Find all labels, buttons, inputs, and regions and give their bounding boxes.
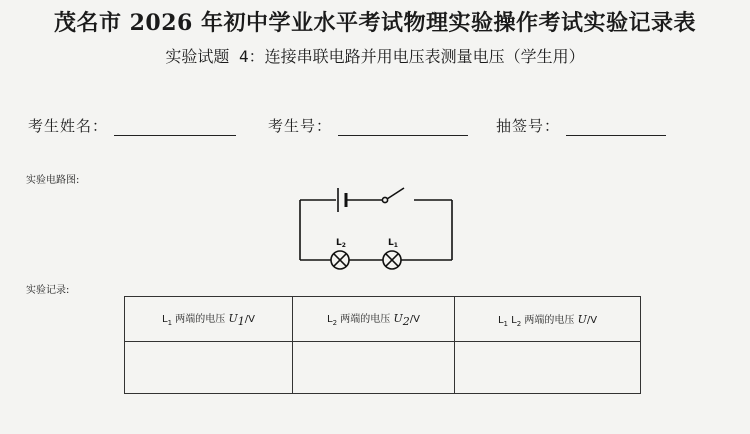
header-l2-voltage: $L_2$ 两端的电压 U2/V xyxy=(293,297,455,342)
l1-voltage-cell[interactable] xyxy=(125,342,293,394)
circuit-section-label: 实验电路图: xyxy=(26,175,80,186)
header-l1-voltage: $L_1$ 两端的电压 U1/V xyxy=(125,297,293,342)
student-number-field xyxy=(268,115,468,136)
lamp-l1 xyxy=(383,251,401,269)
record-table xyxy=(124,296,641,394)
student-name-label: 考生姓名： xyxy=(28,117,109,135)
circuit-diagram xyxy=(290,178,462,274)
table-header-row xyxy=(125,297,641,342)
student-number-blank[interactable] xyxy=(338,117,468,136)
draw-number-field xyxy=(496,115,666,136)
page-title: 茂名市 2026 年初中学业水平考试物理实验操作考试实验记录表 xyxy=(53,10,697,36)
total-voltage-cell[interactable] xyxy=(455,342,641,394)
student-number-label: 考生号： xyxy=(268,117,333,135)
switch-lever xyxy=(387,188,404,199)
table-row xyxy=(125,342,641,394)
lamp-l2-label: $L_2$ xyxy=(336,238,346,249)
draw-number-label: 抽签号： xyxy=(496,117,561,135)
record-section-label: 实验记录: xyxy=(26,285,70,296)
header-total-voltage: $L_1$ $L_2$ 两端的电压 U/V xyxy=(455,297,641,342)
lamp-l2 xyxy=(331,251,349,269)
student-name-blank[interactable] xyxy=(114,117,236,136)
l2-voltage-cell[interactable] xyxy=(293,342,455,394)
lamp-l1-label: $L_1$ xyxy=(388,238,398,249)
page-subtitle: 实验试题 4：连接串联电路并用电压表测量电压（学生用） xyxy=(165,47,585,66)
student-name-field xyxy=(28,115,236,136)
draw-number-blank[interactable] xyxy=(566,117,666,136)
